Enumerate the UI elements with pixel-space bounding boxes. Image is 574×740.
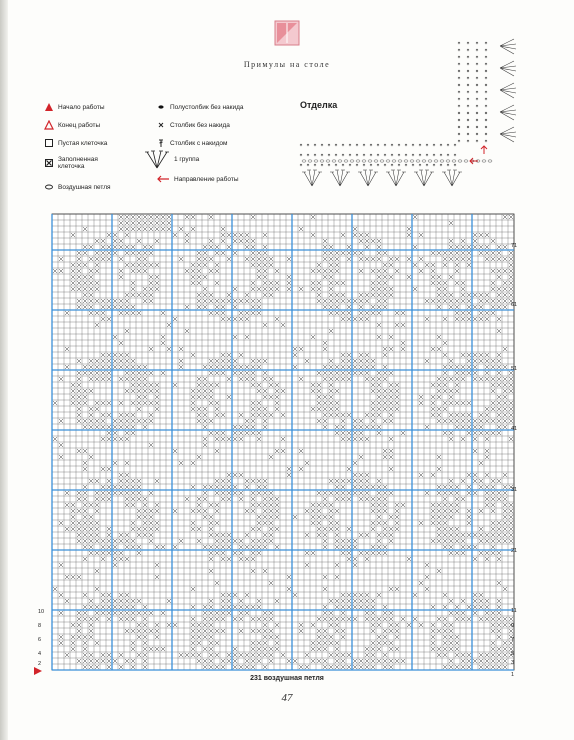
page-title: Примулы на столе [243,60,331,69]
legend-label: 1 группа [174,155,200,163]
legend-item-filled-cell [44,156,114,170]
legend-label: Столбик без накида [170,121,230,129]
legend-label: Воздушная петля [58,183,111,191]
chain-stitch [464,160,468,162]
chain-stitch [392,160,396,162]
legend-label: Направление работы [174,175,239,183]
legend-item-end [44,120,100,130]
filled-cell-icon [44,158,54,168]
chain-stitch [374,160,378,162]
row-number: 71 [511,243,518,249]
row-number: 7 [511,637,515,643]
chain-stitch [326,160,330,162]
legend-item-direction [156,174,239,184]
legend-label: Заполненная клеточка [58,156,98,170]
chain-stitch [356,160,360,162]
legend-item-empty-cell [44,138,107,148]
page-spine-shadow [0,0,8,740]
chain-stitch [488,160,492,162]
edging-title: Отделка [300,100,338,110]
row-number: 9 [511,623,515,629]
chain-stitch [446,160,450,162]
chain-stitch [428,160,432,162]
chain-stitch [332,160,336,162]
row-number: 41 [511,426,518,432]
legend-label: Пустая клеточка [58,139,108,147]
chain-stitch [320,160,324,162]
half-stitch-icon [156,102,166,112]
chain-stitch [314,160,318,162]
edging-stitches [300,39,516,186]
filet-crochet-chart [30,204,546,684]
row-number: 10 [38,609,45,615]
empty-cell-icon [44,138,54,148]
group-fan-icon [144,148,170,170]
outline-triangle-icon [44,120,54,130]
double-stitch-icon [156,138,166,148]
arrow-left-icon [156,174,170,184]
chain-stitch [308,160,312,162]
cross-icon [156,120,166,130]
chain-stitch [422,160,426,162]
chain-stitch [338,160,342,162]
row-number: 8 [38,623,42,629]
row-number: 51 [511,366,518,372]
chain-stitch [416,160,420,162]
row-number: 5 [511,651,515,657]
chain-stitch [344,160,348,162]
chain-stitch [404,160,408,162]
row-number: 61 [511,302,518,308]
chain-stitch [350,160,354,162]
legend-item-chain [44,182,111,192]
chain-stitch [368,160,372,162]
filled-triangle-icon [44,102,54,112]
legend-label: Полустолбик без накида [170,103,244,111]
chart-caption: 231 воздушная петля [250,675,324,682]
row-number: 31 [511,487,518,493]
row-number: 11 [511,608,517,614]
legend-item-half-stitch [156,102,244,112]
page-number: 47 [281,692,293,704]
direction-arrow-icon [470,146,487,164]
chain-stitch [362,160,366,162]
row-number: 1 [511,672,515,678]
edging-diagram [292,36,520,206]
chain-stitch [434,160,438,162]
legend-item-group [144,148,199,170]
legend-item-start [44,102,105,112]
chain-stitch [302,160,306,162]
legend-item-single-crochet [156,120,230,130]
legend-label: Столбик с накидом [170,139,228,147]
row-number: 4 [38,651,42,657]
chain-stitch [452,160,456,162]
chain-stitch [440,160,444,162]
chain-stitch [380,160,384,162]
legend-label: Начало работы [58,103,105,111]
chain-oval-icon [44,182,54,192]
chain-stitch [410,160,414,162]
legend-label: Конец работы [58,121,101,129]
row-number: 2 [38,661,42,667]
row-number: 6 [38,637,42,643]
chain-stitch [398,160,402,162]
legend-item-double-crochet [156,138,227,148]
chart-grid [52,214,514,670]
chain-stitch [386,160,390,162]
row-number: 21 [511,548,518,554]
row-number: 3 [511,660,515,666]
chain-stitch [458,160,462,162]
chain-stitch [482,160,486,162]
